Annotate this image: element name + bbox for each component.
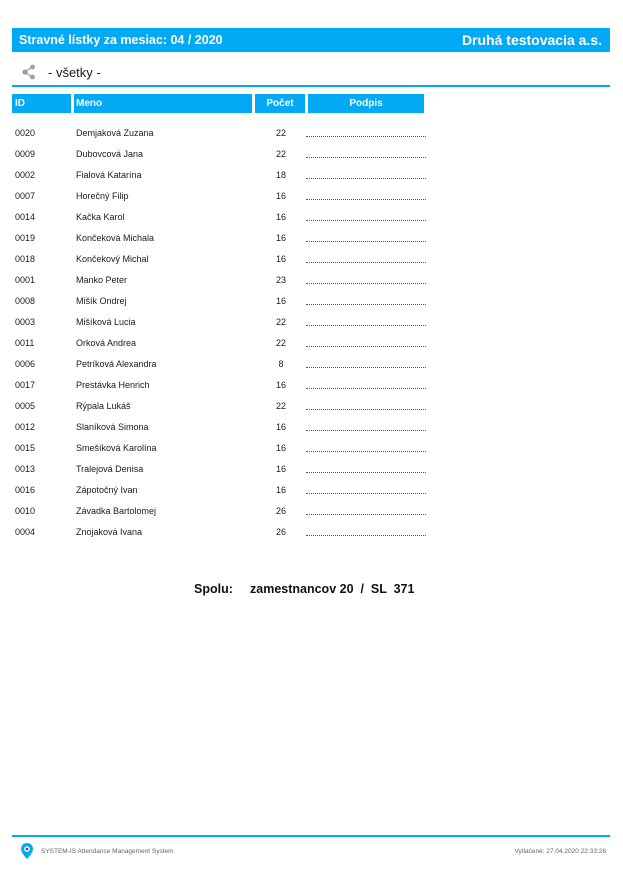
table-row: [0, 143, 623, 164]
table-row: [0, 521, 623, 542]
row-id: 0007: [15, 191, 36, 201]
row-name: Slaníková Simona: [76, 422, 149, 432]
report-title: Stravné lístky za mesiac: 04 / 2020: [19, 33, 223, 47]
row-id: 0015: [15, 443, 36, 453]
row-count: 26: [275, 506, 286, 516]
row-count: 16: [275, 464, 286, 474]
table-row: [0, 416, 623, 437]
signature-line: [306, 325, 426, 326]
table-row: [0, 185, 623, 206]
row-id: 0009: [15, 149, 36, 159]
signature-line: [306, 304, 426, 305]
row-id: 0001: [15, 275, 36, 285]
signature-line: [306, 346, 426, 347]
row-name: Končeková Michala: [76, 233, 155, 243]
row-count: 26: [275, 527, 286, 537]
row-id: 0011: [15, 338, 35, 348]
table-row: [0, 269, 623, 290]
row-name: Znojaková Ivana: [76, 527, 143, 537]
row-count: 16: [275, 233, 286, 243]
column-header-signature: Podpis: [308, 94, 424, 113]
row-count: 16: [275, 443, 286, 453]
table-row: [0, 227, 623, 248]
row-name: Horečný Filip: [76, 191, 129, 201]
table-row: [0, 353, 623, 374]
table-row: [0, 311, 623, 332]
signature-line: [306, 451, 426, 452]
table-row: [0, 500, 623, 521]
filter-label: - všetky -: [48, 64, 101, 80]
row-id: 0016: [15, 485, 36, 495]
row-name: Zápotočný Ivan: [76, 485, 138, 495]
table-row: [0, 290, 623, 311]
row-name: Demjaková Zuzana: [76, 128, 154, 138]
signature-line: [306, 472, 426, 473]
row-count: 22: [275, 128, 286, 138]
signature-line: [306, 283, 426, 284]
table-row: [0, 122, 623, 143]
row-count: 22: [275, 149, 286, 159]
signature-line: [306, 157, 426, 158]
row-id: 0006: [15, 359, 36, 369]
row-id: 0005: [15, 401, 36, 411]
row-id: 0012: [15, 422, 36, 432]
table-row: [0, 458, 623, 479]
row-id: 0020: [15, 128, 36, 138]
row-count: 16: [275, 191, 286, 201]
row-count: 22: [275, 401, 286, 411]
header-divider: [12, 85, 610, 87]
row-count: 16: [275, 422, 286, 432]
signature-line: [306, 514, 426, 515]
signature-line: [306, 535, 426, 536]
row-id: 0014: [15, 212, 36, 222]
row-id: 0013: [15, 464, 36, 474]
signature-line: [306, 493, 426, 494]
column-header-count: Počet: [255, 94, 305, 113]
footer-printed-date: Vytlačené: 27.04.2020 22:33:28: [514, 848, 606, 855]
row-id: 0003: [15, 317, 36, 327]
row-id: 0017: [15, 380, 36, 390]
signature-line: [306, 388, 426, 389]
row-name: Fialová Katarína: [76, 170, 142, 180]
row-name: Rýpala Lukáš: [76, 401, 131, 411]
column-header-id: ID: [12, 94, 71, 113]
signature-line: [306, 241, 426, 242]
column-header-name: Meno: [74, 94, 252, 113]
location-pin-logo-icon: [20, 842, 34, 860]
row-count: 22: [275, 317, 286, 327]
row-id: 0019: [15, 233, 36, 243]
footer-divider: [12, 835, 610, 837]
row-id: 0008: [15, 296, 36, 306]
row-name: Dubovcová Jana: [76, 149, 144, 159]
signature-line: [306, 178, 426, 179]
table-row: [0, 374, 623, 395]
table-row: [0, 479, 623, 500]
row-id: 0018: [15, 254, 36, 264]
row-name: Manko Peter: [76, 275, 128, 285]
row-name: Petríková Alexandra: [76, 359, 157, 369]
table-row: [0, 437, 623, 458]
table-row: [0, 395, 623, 416]
row-name: Prestávka Henrich: [76, 380, 150, 390]
row-id: 0010: [15, 506, 36, 516]
row-name: Kačka Karol: [76, 212, 125, 222]
row-name: Závadka Bartolomej: [76, 506, 157, 516]
row-count: 16: [275, 485, 286, 495]
table-row: [0, 164, 623, 185]
row-count: 16: [275, 380, 286, 390]
signature-line: [306, 409, 426, 410]
row-count: 16: [275, 254, 286, 264]
row-id: 0004: [15, 527, 36, 537]
row-count: 23: [275, 275, 286, 285]
row-name: Mišík Ondrej: [76, 296, 127, 306]
footer-system-name: SYSTEM-IS Attendance Management System: [41, 848, 174, 855]
summary-value: zamestnancov 20 / SL 371: [250, 582, 415, 596]
employee-table-body: [0, 122, 623, 542]
company-name: Druhá testovacia a.s.: [461, 32, 602, 48]
row-name: Smešíková Karolína: [76, 443, 157, 453]
table-row: [0, 248, 623, 269]
signature-line: [306, 199, 426, 200]
row-id: 0002: [15, 170, 36, 180]
row-count: 8: [278, 359, 284, 369]
table-row: [0, 206, 623, 227]
page-footer: [0, 842, 623, 862]
filter-row: [20, 62, 101, 82]
row-count: 16: [275, 212, 286, 222]
row-count: 18: [275, 170, 286, 180]
table-row: [0, 332, 623, 353]
signature-line: [306, 220, 426, 221]
signature-line: [306, 367, 426, 368]
row-name: Končekový Michal: [76, 254, 149, 264]
row-count: 22: [275, 338, 286, 348]
row-count: 16: [275, 296, 286, 306]
row-name: Orková Andrea: [76, 338, 137, 348]
summary-label: Spolu:: [194, 582, 233, 596]
signature-line: [306, 262, 426, 263]
row-name: Mišíková Lucia: [76, 317, 136, 327]
share-nodes-icon: [20, 63, 38, 81]
signature-line: [306, 136, 426, 137]
signature-line: [306, 430, 426, 431]
report-title-bar: [12, 28, 610, 52]
row-name: Tralejová Denisa: [76, 464, 144, 474]
